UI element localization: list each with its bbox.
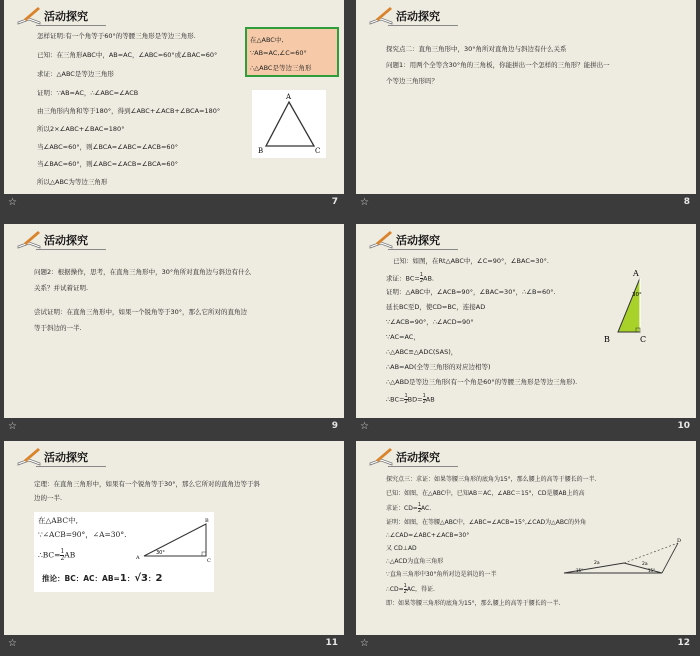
section-title: 活动探究 [44, 451, 88, 464]
text-part: ∴BC= [38, 550, 61, 560]
text-line: ∴△ABD是等边三角形(有一个角是60°的等腰三角形是等边三角形). [386, 378, 578, 386]
text-line [386, 503, 431, 514]
star-icon: ☆ [8, 421, 17, 432]
box-line: 在△ABC中, [250, 36, 284, 44]
text-line: ∴△ACD为直角三角形 [386, 558, 444, 565]
text-line: 已知：在三角形ABC中，AB=AC，∠ABC=60°或∠BAC=60° [37, 51, 218, 59]
book-pen-icon [368, 230, 398, 250]
vertex-a-label: A [136, 555, 140, 561]
text-part: AC，得证. [406, 586, 435, 593]
vertex-c-label: C [207, 558, 211, 564]
book-pen-icon [16, 230, 46, 250]
vertex-d-label: D [677, 538, 682, 544]
slide-number: 12 [677, 638, 690, 648]
vertex-a-label: A [633, 270, 639, 278]
fraction-numerator: 1 [417, 502, 422, 508]
right-triangle-diagram [600, 270, 660, 346]
slide-7[interactable] [4, 0, 344, 215]
text-line [386, 273, 434, 284]
fraction-denominator: 2 [417, 508, 422, 514]
box-line: 在△ABC中, [38, 516, 78, 525]
slide-10[interactable] [356, 224, 696, 439]
text-line: ∴AB=AD(全等三角形的对应边相等) [386, 363, 491, 371]
book-pen-icon [16, 6, 46, 26]
text-part: 推论：BC：AC：AB= [42, 574, 120, 583]
angle-label: 30° [632, 292, 642, 298]
header-underline [388, 249, 458, 250]
header-underline [388, 25, 458, 26]
slide-number: 9 [331, 421, 338, 431]
text-line [386, 584, 435, 595]
text-line: 等于斜边的一半. [34, 324, 82, 332]
corollary-line [42, 574, 162, 584]
fraction-numerator: 1 [419, 272, 424, 278]
star-icon: ☆ [360, 638, 369, 649]
text-line: 证明：∵AB=AC，∴∠ABC=∠ACB [37, 89, 139, 97]
ratio-part: 1 [119, 573, 127, 584]
fraction-numerator: 1 [60, 548, 65, 555]
slide-footer [356, 418, 696, 439]
text-line: 所以△ABC为等边三角形 [37, 178, 108, 186]
header-underline [36, 249, 106, 250]
equilateral-triangle-diagram [252, 90, 326, 158]
fraction-denominator: 2 [60, 555, 65, 562]
slide-face [4, 441, 344, 635]
slide-footer [356, 194, 696, 215]
box-line: ∵∠ACB=90°，∠A=30°. [38, 530, 127, 539]
text-line: 定理：在直角三角形中，如果有一个锐角等于30°，那么它所对的直角边等于斜 [34, 480, 261, 488]
vertex-a-label: A [286, 93, 292, 101]
slide-face [356, 441, 696, 635]
text-line: 个等边三角形吗？ [386, 77, 438, 85]
text-line: 当∠ABC=60°，则∠BCA=∠ABC=∠ACB=60° [37, 143, 178, 151]
text-part: AB. [423, 274, 435, 283]
slide-footer [356, 635, 696, 656]
slide-face [356, 0, 696, 194]
ratio-part: √3 [134, 573, 148, 584]
vertex-c-label: C [640, 335, 647, 344]
slide-face [4, 224, 344, 418]
star-icon: ☆ [360, 421, 369, 432]
fraction-numerator: 1 [422, 393, 426, 399]
fraction-numerator: 1 [404, 393, 408, 399]
text-line: 证明：△ABC中，∠ACB=90°，∠BAC=30°，∴∠B=60°. [386, 288, 556, 296]
section-title: 活动探究 [396, 234, 440, 247]
text-line: 尝试证明：在直角三角形中，如果一个锐角等于30°，那么它所对的直角边 [34, 308, 248, 316]
text-part: AB [425, 395, 435, 404]
text-part: ∴BC= [386, 395, 405, 404]
text-line: 即：如果等腰三角形的底角为15°，那么腰上的高等于腰长的一半. [386, 600, 561, 607]
theorem-box [34, 512, 214, 592]
slide-face [356, 224, 696, 418]
slide-number: 10 [677, 421, 690, 431]
section-title: 活动探究 [396, 10, 440, 23]
section-title: 活动探究 [396, 451, 440, 464]
header-underline [36, 25, 106, 26]
vertex-b-label: B [604, 335, 610, 344]
text-line: 已知：如图，在△ABC中，已知AB＝AC，∠ABC＝15°，CD是腰AB上的高 [386, 490, 585, 497]
slide-number: 11 [325, 638, 338, 648]
box-line: ∵AB=AC,∠C=60° [250, 49, 307, 57]
right-triangle-diagram [134, 516, 212, 566]
fraction-numerator: 1 [403, 583, 407, 589]
text-line: 由三角形内角和等于180°，得到∠ABC+∠ACB+∠BCA=180° [37, 107, 221, 115]
slide-11[interactable] [4, 441, 344, 656]
slide-8[interactable] [356, 0, 696, 215]
slide-face [4, 0, 344, 194]
text-line: 探究点二：直角三角形中，30°角所对直角边与斜边有什么关系 [386, 45, 567, 53]
text-part: ∴CD= [386, 586, 404, 593]
book-pen-icon [368, 447, 398, 467]
text-line: ∵∠ACB=90°，∴∠ACD=90° [386, 318, 474, 326]
slide-number: 8 [683, 197, 690, 207]
book-pen-icon [16, 447, 46, 467]
text-part: AB [64, 550, 76, 560]
box-line: ∴△ABC是等边三角形 [250, 64, 312, 72]
text-line: 又 CD⊥AD [386, 545, 417, 552]
slide-footer [4, 194, 344, 215]
text-part: AC. [421, 505, 432, 512]
vertex-b-label: B [205, 518, 209, 524]
angle-label: 15° [648, 568, 656, 573]
slide-number: 7 [331, 197, 338, 207]
star-icon: ☆ [8, 197, 17, 208]
triangle-figure [252, 90, 326, 158]
book-pen-icon [368, 6, 398, 26]
isosceles-triangle-diagram [560, 537, 690, 581]
text-line [386, 394, 435, 405]
header-underline [36, 466, 106, 467]
slide-12[interactable] [356, 441, 696, 656]
text-line: 怎样证明:有一个角等于60°的等腰三角形是等边三角形. [37, 32, 196, 40]
header-underline [388, 466, 458, 467]
angle-label: 30° [156, 550, 165, 556]
text-part: BD= [407, 395, 423, 404]
fraction-denominator: 2 [419, 278, 424, 284]
text-part: 求证：CD= [386, 505, 418, 512]
text-line: 延长BC至D，使CD=BC，连接AD [386, 303, 486, 311]
text-part: ： [147, 574, 156, 583]
text-line: 边的一半. [34, 494, 63, 502]
text-part: ： [126, 574, 135, 583]
slide-footer [4, 635, 344, 656]
box-line [38, 549, 75, 562]
text-line: 所以2×∠ABC+∠BAC=180° [37, 125, 125, 133]
text-line: 当∠BAC=60°，则∠ABC=∠ACB=∠BCA=60° [37, 160, 178, 168]
text-part: 求证：BC= [386, 274, 420, 283]
text-line: 证明：如图，在等腰△ABC中，∠ABC=∠ACB=15°,∠CAD为△ABC的外角 [386, 519, 587, 526]
fraction-denominator: 2 [404, 399, 408, 405]
text-line: 已知：如图，在Rt△ABC中，∠C=90°，∠BAC=30°. [393, 257, 549, 265]
text-line: ∵AC=AC， [386, 333, 420, 341]
fraction-denominator: 2 [403, 589, 407, 595]
angle-label: 15° [576, 568, 584, 573]
text-line: 问题1：用两个全等含30°角的三角板，你能拼出一个怎样的三角形？能拼出一 [386, 61, 610, 69]
ratio-part: 2 [155, 573, 163, 584]
slide-9[interactable] [4, 224, 344, 439]
star-icon: ☆ [8, 638, 17, 649]
summary-box [245, 27, 339, 77]
section-title: 活动探究 [44, 234, 88, 247]
text-line: ∵直角三角形中30°角所对边是斜边的一半 [386, 571, 497, 578]
text-line: ∴∠CAD=∠ABC+∠ACB=30° [386, 532, 470, 539]
fraction-denominator: 2 [422, 399, 426, 405]
vertex-c-label: C [315, 147, 321, 155]
slide-footer [4, 418, 344, 439]
side-label: 2a [594, 561, 600, 566]
vertex-b-label: B [258, 147, 264, 155]
text-line: 问题2：根据操作，思考，在直角三角形中，30°角所对直角边与斜边有什么 [34, 268, 252, 276]
text-line: 关系？并试着证明. [34, 284, 89, 292]
star-icon: ☆ [360, 197, 369, 208]
text-line: ∴△ABC≌△ADC(SAS)， [386, 348, 458, 356]
side-label: 2a [642, 562, 648, 567]
section-title: 活动探究 [44, 10, 88, 23]
text-line: 探究点三：求证：如果等腰三角形的底角为15°，那么腰上的高等于腰长的一半. [386, 476, 597, 483]
text-line: 求证：△ABC是等边三角形 [37, 70, 114, 78]
